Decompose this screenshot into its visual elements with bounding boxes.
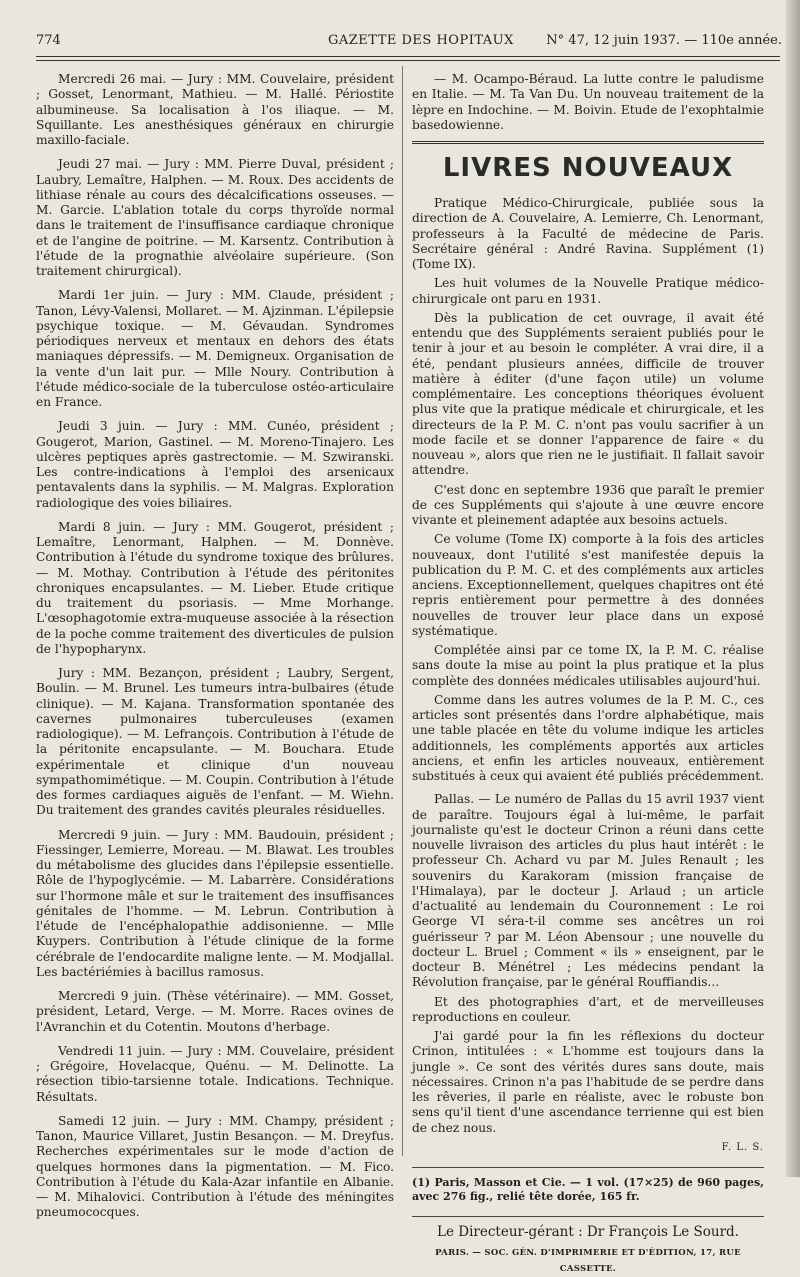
thesis-entry-continued: — M. Ocampo-Béraud. La lutte contre le paludisme en Italie. — M. Ta Van Du. Un nouveau traitement de la lèpre en Indochine. — M. Boivin. Etude de l'exophtalmie basedowienne. — [412, 72, 764, 132]
signature: F. L. S. — [721, 1141, 764, 1153]
right-column — [412, 72, 764, 1277]
thesis-entry: Mercredi 9 juin. — Jury : MM. Baudouin, président ; Fiessinger, Lemierre, Moreau. — M. Blawat. Les troubles du métabolisme des glucides dans l'épilepsie essentielle. Rôle de l'hypoglycémie. — M. Labarrère. Considérations sur l'hormone mâle et sur le traitement des insuffisances génitales de l'homme. — M. Lebrun. Contribution à l'étude de l'encéphalopathie addisonienne. — Mlle Kuypers. Contribution à l'étude clinique de la forme cérébrale de l'endocardite maligne lente. — M. Modjallal. Les bactériémies à bacillus ramosus. — [36, 827, 394, 979]
review-paragraph: C'est donc en septembre 1936 que paraît le premier de ces Suppléments qui s'ajoute à une œuvre encore vivante et pleinement adaptée aux besoins actuels. — [412, 482, 764, 527]
review-paragraph: Complétée ainsi par ce tome IX, la P. M. C. réalise sans doute la mise au point la plus pratique et la plus complète des données médicales utilisables aujourd'hui. — [412, 643, 764, 688]
thesis-entry: Vendredi 11 juin. — Jury : MM. Couvelaire, président ; Grégoire, Hovelacque, Quénu. — M. Delinotte. La résection tibio-tarsienne totale. Indications. Technique. Résultats. — [36, 1043, 394, 1104]
issue-info: N° 47, 12 juin 1937. — 110e année. — [546, 33, 782, 48]
review-paragraph: Comme dans les autres volumes de la P. M. C., ces articles sont présentés dans l'ordre alphabétique, mais une table placée en tête du volume indique les articles additionnels, les compléments apportés aux articles anciens, et enfin les articles nouveaux, entièrement substitués à ceux qui avaient été publiés précédemment. — [412, 692, 765, 783]
pallas-review: Pallas. — Le numéro de Pallas du 15 avril 1937 vient de paraître. Toujours égal à lui-même, le parfait journaliste qu'est le docteur Crinon a réuni dans cette nouvelle livraison des articles du plus haut intérêt : le professeur Ch. Achard vu par M. Jules Renault ; les souvenirs du Karakoram (mission française de l'Himalaya), par le docteur J. Arlaud ; un article d'actualité au lendemain du Couronnement : Le roi George VI séra-t-il comme ses ancêtres un roi guérisseur ? par M. Léon Abensour ; une nouvelle du docteur L. Bruel ; Comment « ils » enseignent, par le docteur B. Ménétrel ; Les médecins pendant la Révolution française, par le général Rouffiandis... — [412, 792, 764, 990]
thesis-entry: Jeudi 3 juin. — Jury : MM. Cunéo, président ; Gougerot, Marion, Gastinel. — M. Moreno-Tinajero. Les ulcères peptiques après gastrectomie. — M. Szwiranski. Les contre-indications à l'emploi des arsenicaux pentavalents dans la syphilis. — M. Malgras. Exploration radiologique des voies biliaires. — [36, 419, 394, 510]
column-divider — [402, 66, 403, 1156]
thesis-entry: Samedi 12 juin. — Jury : MM. Champy, président ; Tanon, Maurice Villaret, Justin Besançon. — M. Dreyfus. Recherches expérimentales sur le mode d'action de quelques hormones dans la pigmentation. — M. Fico. Contribution à l'étude du Kala-Azar infantile en Albanie. — M. Mihalovici. Contribution à l'étude des méningites pneumococques. — [36, 1113, 394, 1220]
director-rule — [412, 1216, 764, 1217]
review-paragraph: Et des photographies d'art, et de merveilleuses reproductions en couleur. — [412, 994, 764, 1024]
imprint: PARIS. — SOC. GÉN. D'IMPRIMERIE ET D'ÉDITION, 17, RUE CASSETTE. — [435, 1248, 741, 1274]
thesis-entry: Mercredi 9 juin. (Thèse vétérinaire). — MM. Gosset, président, Letard, Verge. — M. Morre. Races ovines de l'Avranchin et du Cotentin. Moutons d'herbage. — [36, 989, 394, 1034]
thesis-entry: Jeudi 27 mai. — Jury : MM. Pierre Duval, président ; Laubry, Lemaître, Halphen. — M. Roux. Des accidents de lithiase rénale au cours des décalcifications osseuses. — M. Garcie. L'ablation totale du corps thyroïde normal dans le traitement de l'insuffisance cardiaque chronique et de l'angine de poitrine. — M. Karsentz. Contribution à l'étude de la prognathie alvéolaire supérieure. (Son traitement chirurgical). — [36, 157, 394, 278]
header-rule-2 — [36, 60, 780, 61]
review-paragraph: Ce volume (Tome IX) comporte à la fois des articles nouveaux, dont l'utilité s'est manifestée depuis la publication du P. M. C. et des compléments aux articles anciens. Exceptionnellement, quelques chapitres ont été repris entièrement pour permettre à des données nouvelles de trouver leur place dans un exposé systématique. — [412, 532, 764, 638]
thesis-entry: Mercredi 26 mai. — Jury : MM. Couvelaire, président ; Gosset, Lenormant, Mathieu. — M. Hallé. Périostite albumineuse. Sa localisation à l'os iliaque. — M. Squillante. Les anesthésiques généraux en chirurgie maxillo-faciale. — [36, 72, 394, 147]
director-line: Le Directeur-gérant : Dr François Le Sourd. — [437, 1224, 739, 1240]
section-rule — [412, 141, 764, 144]
page-header — [36, 33, 782, 53]
left-column — [36, 72, 394, 1230]
review-paragraph: Dès la publication de cet ouvrage, il avait été entendu que des Suppléments seraient publiés pour le tenir à jour et au besoin le compléter. A vrai dire, il a été, pendant plusieurs années, difficile de trouver matière à éditer (d'une façon utile) un volume complémentaire. Les conceptions théoriques évoluent plus vite que la pratique médicale et chirurgicale, et les directeurs de la P. M. C. n'ont pas voulu sacrifier à un mode facile et se donner l'apparence de faire « du nouveau », alors que rien ne le justifiait. Il fallait savoir attendre. — [412, 310, 764, 478]
review-paragraph: Les huit volumes de la Nouvelle Pratique médico-chirurgicale ont paru en 1931. — [412, 276, 764, 306]
thesis-entry: Mardi 1er juin. — Jury : MM. Claude, président ; Tanon, Lévy-Valensi, Mollaret. — M. Ajzinman. L'épilepsie psychique toxique. — M. Gévaudan. Syndromes périodiques nerveux et mentaux en dehors des états maniaques dépressifs. — M. Demigneux. Organisation de la vente d'un lait pur. — Mlle Noury. Contribution à l'étude médico-sociale de la tuberculose ostéo-articulaire en France. — [36, 288, 394, 409]
page-number: 774 — [36, 33, 61, 48]
book-entry-heading: Pratique Médico-Chirurgicale, publiée sous la direction de A. Couvelaire, A. Lemierre, Ch. Lenormant, professeurs à la Faculté de médecine de Paris. Secrétaire général : André Ravina. Supplément (1) (Tome IX). — [412, 196, 764, 271]
section-title: LIVRES NOUVEAUX — [442, 153, 734, 183]
review-paragraph: J'ai gardé pour la fin les réflexions du docteur Crinon, intitulées : « L'homme est toujours dans la jungle ». Ce sont des vérités dures sans doute, mais nécessaires. Crinon n'a pas l'habitude de se perdre dans les rêveries, il parle en réaliste, avec le robuste bon sens qu'il tient d'une ascendance terrienne qui est bien de chez nous. — [412, 1029, 764, 1135]
footnote: (1) Paris, Masson et Cie. — 1 vol. (17×25) de 960 pages, avec 276 fig., relié tête dorée, 165 fr. — [412, 1176, 764, 1203]
page-edge-shadow — [786, 0, 800, 1177]
footnote-rule — [412, 1167, 764, 1168]
thesis-entry: Jury : MM. Bezançon, président ; Laubry, Sergent, Boulin. — M. Brunel. Les tumeurs intra-bulbaires (étude clinique). — M. Kajana. Transformation spontanée des cavernes pulmonaires tuberculeuses (examen radiologique). — M. Lefrançois. Contribution à l'étude de la péritonite encapsulante. — M. Bouchara. Etude expérimentale et clinique d'un nouveau sympathomimétique. — M. Coupin. Contribution à l'étude des formes cardiaques aiguës de l'enfant. — M. Wiehn. Du traitement des grandes cavités pleurales résiduelles. — [36, 666, 394, 818]
header-rule — [36, 56, 780, 57]
thesis-entry: Mardi 8 juin. — Jury : MM. Gougerot, président ; Lemaître, Lenormant, Halphen. — M. Donnève. Contribution à l'étude du syndrome toxique des brûlures. — M. Mothay. Contribution à l'étude des péritonites chroniques encapsulantes. — M. Lieber. Etude critique du traitement du psoriasis. — Mme Morhange. L'œsophagotomie extra-muqueuse associée à la résection de la poche comme traitement des diverticules de pulsion de l'hypopharynx. — [36, 519, 394, 656]
journal-title: GAZETTE DES HOPITAUX — [328, 33, 514, 48]
